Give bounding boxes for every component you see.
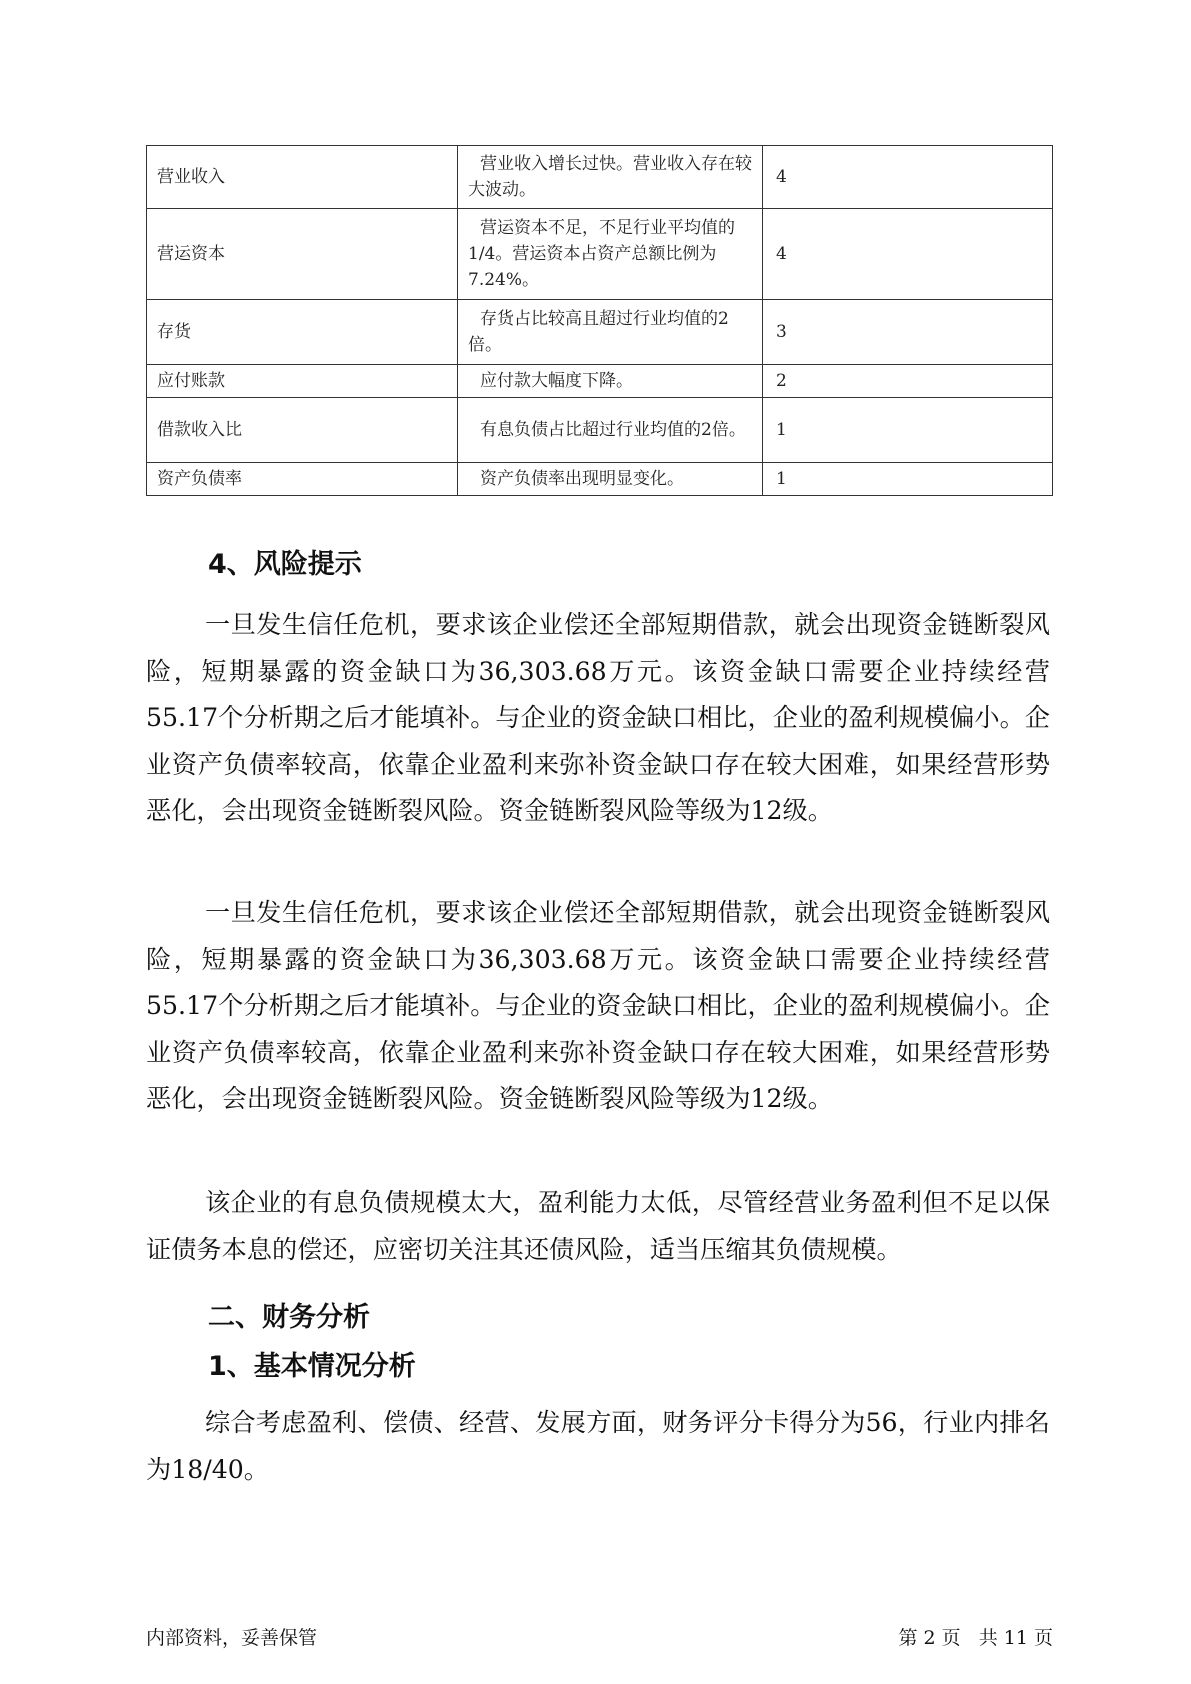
indicator-score: 2 [763, 365, 1053, 398]
basic-analysis-heading: 1、基本情况分析 [208, 1351, 416, 1382]
risk-paragraph-2: 一旦发生信任危机，要求该企业偿还全部短期借款，就会出现资金链断裂风险，短期暴露的资金缺口为36,303.68万元。该资金缺口需要企业持续经营 55.17个分析期之后才能填补。与企业的资金缺口相比，企业的盈利规模偏小。企业资产负债率较高，依靠企业盈利来弥补资金缺口存在较大困难，如果经营形势恶化，会出现资金链断裂风险。资金链断裂风险等级为12级。 [146, 898, 1050, 1113]
indicator-description: 存货占比较高且超过行业均值的2倍。 [458, 300, 763, 365]
indicator-score: 1 [763, 398, 1053, 463]
risk-paragraph-3: 该企业的有息负债规模太大，盈利能力太低，尽管经营业务盈利但不足以保证债务本息的偿还，应密切关注其还债风险，适当压缩其负债规模。 [146, 1188, 1050, 1264]
table-row [147, 209, 1053, 300]
indicator-description: 营业收入增长过快。营业收入存在较大波动。 [458, 146, 763, 209]
indicator-score: 4 [763, 146, 1053, 209]
indicator-description: 应付款大幅度下降。 [458, 365, 763, 398]
table-row [147, 146, 1053, 209]
indicator-description: 有息负债占比超过行业均值的2倍。 [458, 398, 763, 463]
risk-indicator-table [146, 145, 1053, 496]
indicator-score: 3 [763, 300, 1053, 365]
table-row [147, 398, 1053, 463]
indicator-name: 营业收入 [147, 146, 458, 209]
indicator-name: 资产负债率 [147, 463, 458, 496]
table-row [147, 463, 1053, 496]
table-row [147, 300, 1053, 365]
indicator-name: 营运资本 [147, 209, 458, 300]
indicator-description: 营运资本不足，不足行业平均值的1/4。营运资本占资产总额比例为7.24%。 [458, 209, 763, 300]
basic-analysis-paragraph: 综合考虑盈利、偿债、经营、发展方面，财务评分卡得分为56，行业内排名为18/40。 [146, 1408, 1050, 1484]
finance-heading: 二、财务分析 [208, 1302, 370, 1333]
indicator-score: 4 [763, 209, 1053, 300]
table-row [147, 365, 1053, 398]
footer-page-number: 第 2 页 共 11 页 [898, 1627, 1053, 1649]
indicator-score: 1 [763, 463, 1053, 496]
indicator-name: 应付账款 [147, 365, 458, 398]
risk-heading: 4、风险提示 [208, 549, 362, 580]
footer-confidential: 内部资料，妥善保管 [146, 1627, 318, 1649]
indicator-name: 借款收入比 [147, 398, 458, 463]
indicator-description: 资产负债率出现明显变化。 [458, 463, 763, 496]
risk-paragraph-1: 一旦发生信任危机，要求该企业偿还全部短期借款，就会出现资金链断裂风险，短期暴露的资金缺口为36,303.68万元。该资金缺口需要企业持续经营 55.17个分析期之后才能填补。与企业的资金缺口相比，企业的盈利规模偏小。企业资产负债率较高，依靠企业盈利来弥补资金缺口存在较大困难，如果经营形势恶化，会出现资金链断裂风险。资金链断裂风险等级为12级。 [146, 610, 1050, 825]
indicator-name: 存货 [147, 300, 458, 365]
